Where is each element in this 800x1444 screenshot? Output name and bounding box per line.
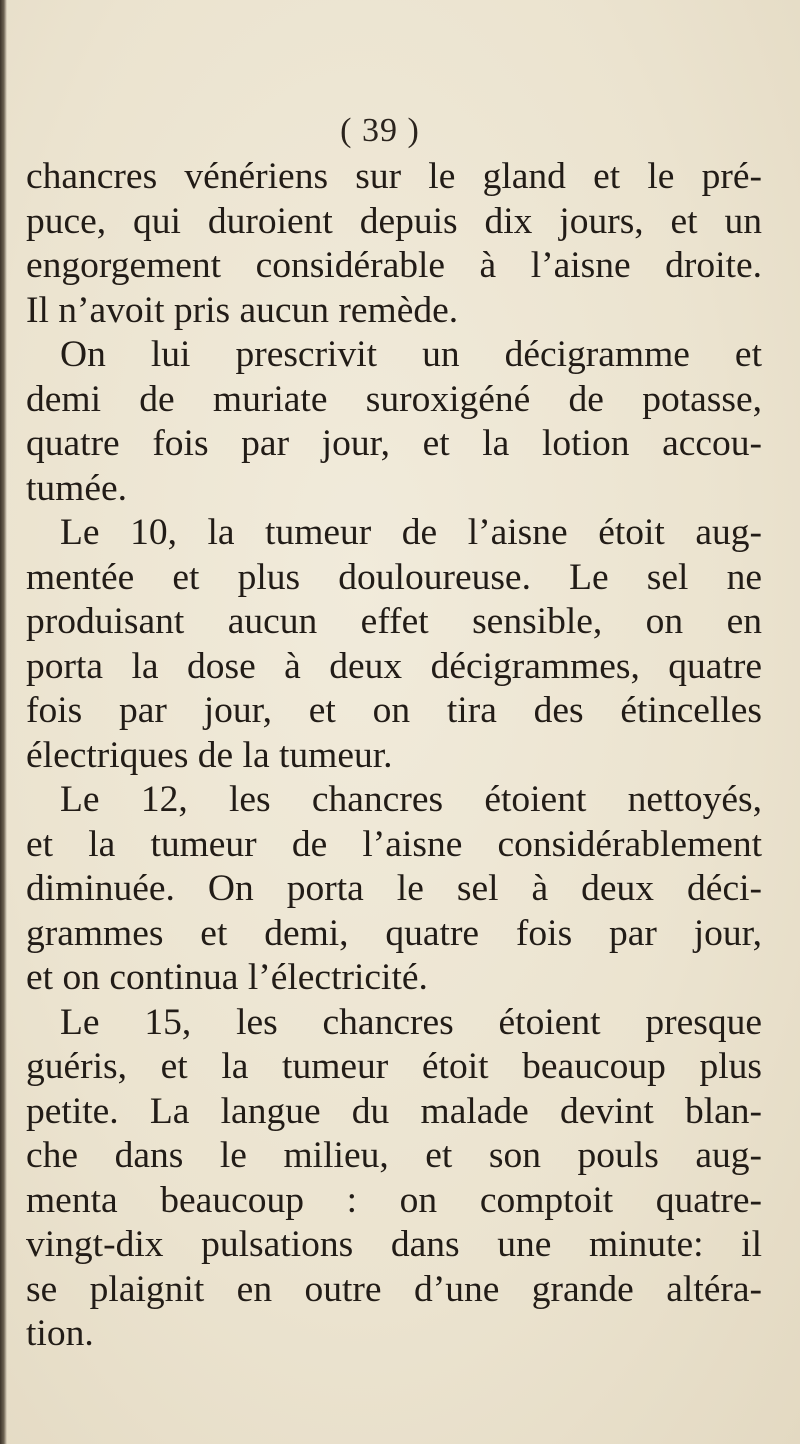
text-line: se plaignit en outre d’une grande altéra- (26, 1268, 762, 1310)
text-line: Le 12, les chancres étoient nettoyés, (60, 779, 762, 820)
page-binding-edge (0, 0, 7, 1444)
text-line: menta beaucoup : on comptoit quatre- (26, 1179, 762, 1221)
text-line: tumée. (26, 467, 128, 509)
text-line: quatre fois par jour, et la lotion accou- (26, 423, 762, 464)
text-line: porta la dose à deux décigrammes, quatre (26, 645, 762, 687)
text-line: guéris, et la tumeur étoit beaucoup plus (26, 1046, 762, 1087)
text-line: On lui prescrivit un décigramme et (60, 334, 762, 375)
text-line: che dans le milieu, et son pouls aug- (26, 1135, 762, 1176)
text-line: et on continua l’électricité. (26, 957, 428, 998)
text-line: électriques de la tumeur. (26, 734, 393, 776)
text-line: Le 10, la tumeur de l’aisne étoit aug- (60, 512, 762, 553)
text-line: grammes et demi, quatre fois par jour, (26, 912, 762, 954)
text-line: demi de muriate suroxigéné de potasse, (26, 378, 762, 420)
text-line: diminuée. On porta le sel à deux déci- (26, 868, 762, 909)
text-line: produisant aucun effet sensible, on en (26, 601, 762, 642)
text-line: puce, qui duroient depuis dix jours, et un (26, 200, 762, 242)
page-number: ( 39 ) (340, 112, 420, 149)
body-text (26, 155, 762, 1357)
text-line: tion. (26, 1313, 94, 1354)
text-line: Le 15, les chancres étoient presque (60, 1001, 762, 1043)
text-line: mentée et plus douloureuse. Le sel ne (26, 556, 762, 598)
text-line: Il n’avoit pris aucun remède. (26, 289, 459, 331)
text-line: et la tumeur de l’aisne considérablement (26, 823, 762, 865)
text-line: petite. La langue du malade devint blan- (26, 1090, 762, 1132)
text-line: fois par jour, et on tira des étincelles (26, 690, 762, 731)
text-line: vingt-dix pulsations dans une minute: il (26, 1224, 762, 1265)
text-line: chancres vénériens sur le gland et le pré- (26, 156, 762, 197)
text-line: engorgement considérable à l’aisne droite. (26, 245, 762, 286)
